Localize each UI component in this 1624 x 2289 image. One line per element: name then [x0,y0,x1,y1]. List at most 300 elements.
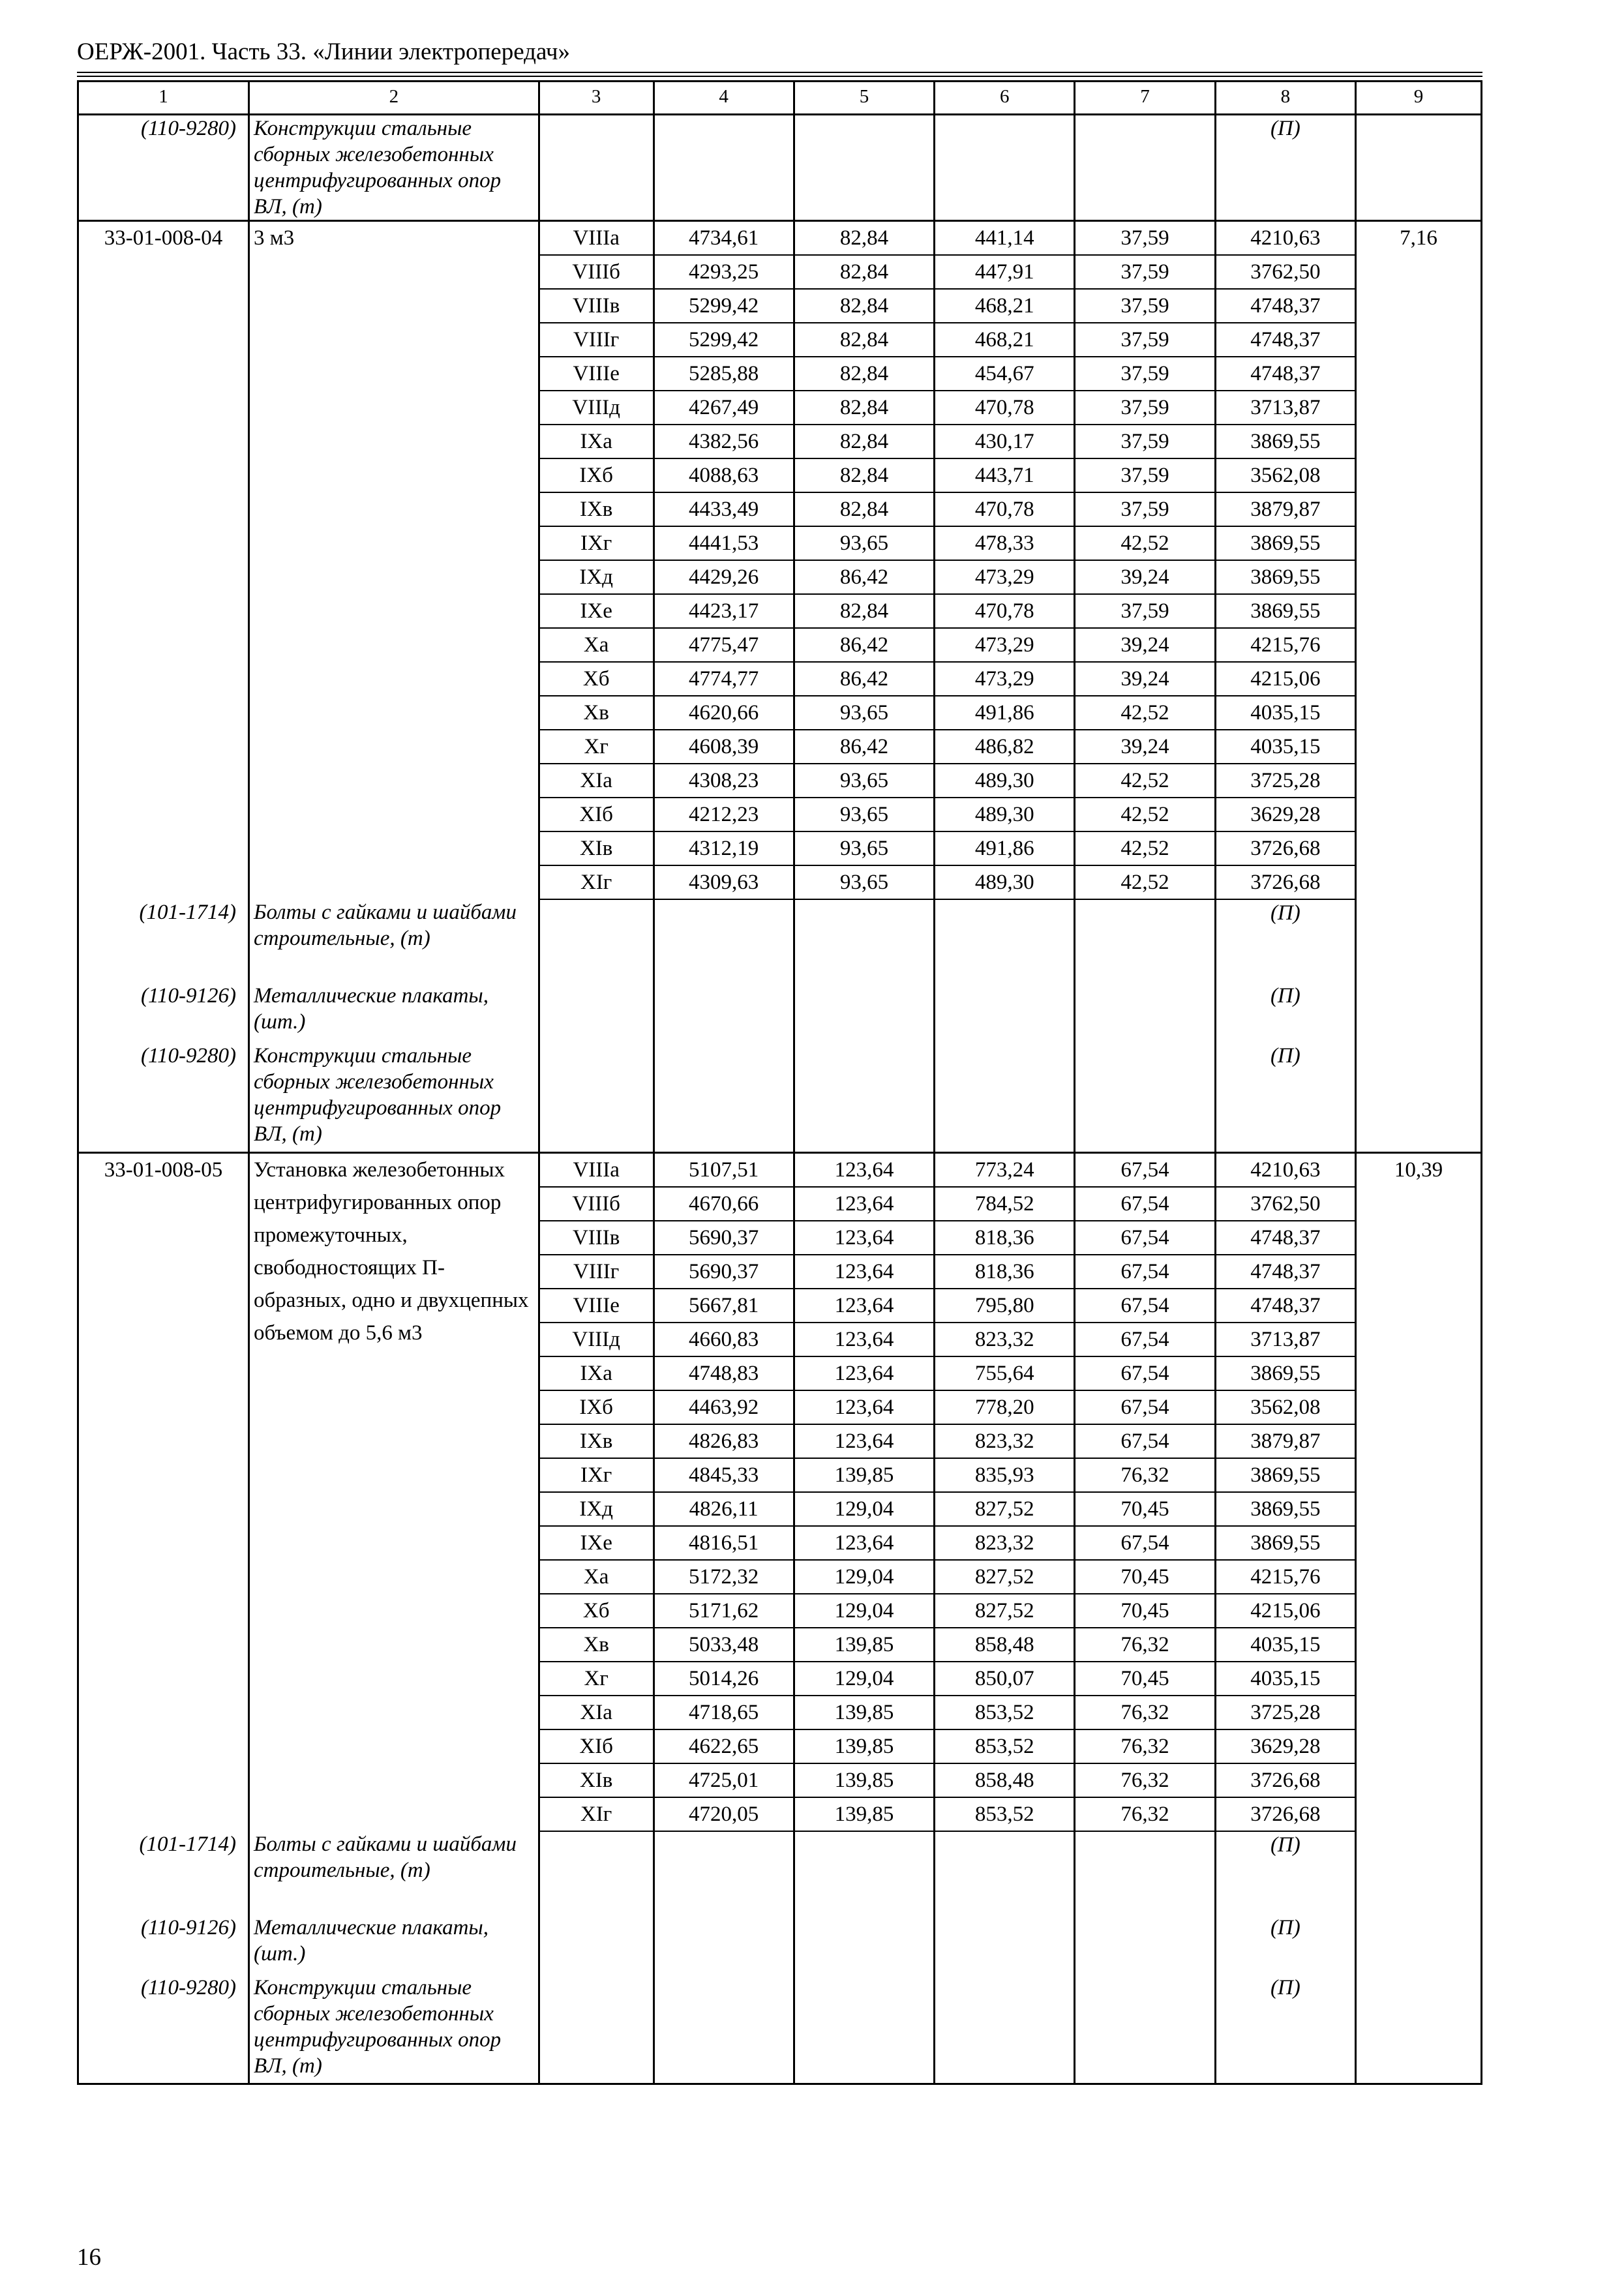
value-cell: 70,45 [1075,1560,1215,1594]
value-cell: 123,64 [794,1221,934,1255]
value-cell: 4660,83 [654,1323,794,1356]
value-cell: 4463,92 [654,1390,794,1424]
region-cell: IXб [539,1390,654,1424]
empty-cell [1075,1975,1215,2084]
value-cell: 4423,17 [654,594,794,628]
value-cell: 4035,15 [1215,696,1355,730]
value-cell: 37,59 [1075,289,1215,323]
value-cell: 491,86 [935,696,1075,730]
empty-cell [1075,1915,1215,1975]
region-cell: VIIIб [539,255,654,289]
region-cell: Xг [539,1662,654,1696]
value-cell: 67,54 [1075,1526,1215,1560]
rate-row [78,1152,1482,1187]
value-cell: 93,65 [794,798,934,831]
resource-name: Болты с гайками и шайбами строительные, (т) [249,1831,539,1915]
value-cell: 37,59 [1075,425,1215,458]
empty-cell [794,1831,934,1915]
value-cell: 5171,62 [654,1594,794,1628]
value-cell: 755,64 [935,1356,1075,1390]
region-cell: IXе [539,594,654,628]
value-cell: 3562,08 [1215,1390,1355,1424]
value-cell: 454,67 [935,357,1075,391]
empty-cell [1356,1915,1482,1975]
value-cell: 82,84 [794,289,934,323]
resource-name: Металлические плакаты, (шт.) [249,1915,539,1975]
value-cell: 86,42 [794,662,934,696]
value-cell: 3725,28 [1215,764,1355,798]
rates-table-body [78,82,1482,2084]
value-cell: 139,85 [794,1797,934,1831]
value-cell: 827,52 [935,1492,1075,1526]
region-cell: VIIIе [539,357,654,391]
value-cell: 3562,08 [1215,458,1355,492]
value-cell: 4734,61 [654,221,794,256]
empty-cell [539,1915,654,1975]
value-cell: 123,64 [794,1356,934,1390]
value-cell: 4720,05 [654,1797,794,1831]
value-cell: 778,20 [935,1390,1075,1424]
value-cell: 76,32 [1075,1696,1215,1729]
region-cell: Xб [539,1594,654,1628]
value-cell: 82,84 [794,255,934,289]
value-cell: 4215,76 [1215,1560,1355,1594]
value-cell: 3879,87 [1215,492,1355,526]
empty-cell [1356,1831,1482,1915]
value-cell: 82,84 [794,323,934,357]
value-cell: 5033,48 [654,1628,794,1662]
value-cell: 5690,37 [654,1221,794,1255]
value-cell: 858,48 [935,1763,1075,1797]
value-cell: 3879,87 [1215,1424,1355,1458]
empty-cell [654,115,794,221]
value-cell: 70,45 [1075,1492,1215,1526]
value-cell: 3869,55 [1215,425,1355,458]
value-cell: 4725,01 [654,1763,794,1797]
col9-value: 10,39 [1356,1152,1482,1831]
resource-row [78,1831,1482,1915]
empty-cell [654,1043,794,1152]
empty-cell [1356,1043,1482,1152]
empty-cell [539,1975,654,2084]
value-cell: 4215,76 [1215,628,1355,662]
value-cell: 93,65 [794,526,934,560]
region-cell: XIа [539,1696,654,1729]
resource-row [78,983,1482,1043]
value-cell: 5299,42 [654,323,794,357]
empty-cell [539,983,654,1043]
column-number-row [78,82,1482,115]
value-cell: 4774,77 [654,662,794,696]
resource-code: (110-9126) [78,983,249,1043]
region-cell: IXв [539,1424,654,1458]
value-cell: 5299,42 [654,289,794,323]
value-cell: 4620,66 [654,696,794,730]
value-cell: 76,32 [1075,1797,1215,1831]
value-cell: 4429,26 [654,560,794,594]
value-cell: 139,85 [794,1628,934,1662]
value-cell: 4608,39 [654,730,794,764]
value-cell: 4441,53 [654,526,794,560]
value-cell: 76,32 [1075,1763,1215,1797]
value-cell: 39,24 [1075,662,1215,696]
resource-code: (101-1714) [78,899,249,983]
value-cell: 3726,68 [1215,1763,1355,1797]
value-cell: 3713,87 [1215,1323,1355,1356]
value-cell: 489,30 [935,798,1075,831]
value-cell: 473,29 [935,628,1075,662]
value-cell: 129,04 [794,1662,934,1696]
region-cell: IXе [539,1526,654,1560]
value-cell: 76,32 [1075,1458,1215,1492]
region-cell: IXа [539,425,654,458]
value-cell: 123,64 [794,1323,934,1356]
value-cell: 470,78 [935,594,1075,628]
resource-code: (110-9280) [78,1043,249,1152]
value-cell: 491,86 [935,831,1075,865]
value-cell: 4210,63 [1215,221,1355,256]
column-number: 6 [935,82,1075,115]
value-cell: 139,85 [794,1696,934,1729]
empty-cell [794,899,934,983]
value-cell: 470,78 [935,492,1075,526]
value-cell: 129,04 [794,1492,934,1526]
resource-code: (110-9280) [78,1975,249,2084]
empty-cell [1356,899,1482,983]
col9-value: 7,16 [1356,221,1482,900]
value-cell: 818,36 [935,1255,1075,1289]
value-cell: 4670,66 [654,1187,794,1221]
column-number: 8 [1215,82,1355,115]
region-cell: XIа [539,764,654,798]
value-cell: 86,42 [794,730,934,764]
empty-cell [1075,899,1215,983]
region-cell: Xв [539,1628,654,1662]
value-cell: 489,30 [935,865,1075,899]
region-cell: IXд [539,1492,654,1526]
value-cell: 4212,23 [654,798,794,831]
value-cell: 37,59 [1075,391,1215,425]
value-cell: 3725,28 [1215,1696,1355,1729]
value-cell: 82,84 [794,594,934,628]
value-cell: 3713,87 [1215,391,1355,425]
value-cell: 3869,55 [1215,560,1355,594]
empty-cell [1356,115,1482,221]
empty-cell [654,1915,794,1975]
empty-cell [654,899,794,983]
value-cell: 827,52 [935,1594,1075,1628]
value-cell: 853,52 [935,1729,1075,1763]
value-cell: 82,84 [794,458,934,492]
value-cell: 489,30 [935,764,1075,798]
value-cell: 42,52 [1075,764,1215,798]
region-cell: VIIIа [539,1152,654,1187]
value-cell: 3869,55 [1215,1526,1355,1560]
region-cell: VIIIа [539,221,654,256]
value-cell: 139,85 [794,1729,934,1763]
value-cell: 468,21 [935,289,1075,323]
region-cell: Xа [539,628,654,662]
column-number: 3 [539,82,654,115]
value-cell: 4775,47 [654,628,794,662]
empty-cell [1075,983,1215,1043]
column-number: 1 [78,82,249,115]
value-cell: 4826,11 [654,1492,794,1526]
value-cell: 3726,68 [1215,865,1355,899]
value-cell: 823,32 [935,1526,1075,1560]
region-cell: XIв [539,831,654,865]
value-cell: 4088,63 [654,458,794,492]
empty-cell [935,115,1075,221]
rate-code: 33-01-008-05 [78,1152,249,1831]
empty-cell [794,983,934,1043]
region-cell: Xг [539,730,654,764]
value-cell: 818,36 [935,1221,1075,1255]
value-cell: 4035,15 [1215,1662,1355,1696]
value-cell: 4748,37 [1215,1289,1355,1323]
value-cell: 129,04 [794,1594,934,1628]
value-cell: 835,93 [935,1458,1075,1492]
value-cell: 37,59 [1075,458,1215,492]
value-cell: 82,84 [794,391,934,425]
resource-name: Конструкции стальные сборных железобетонных центрифугированных опор ВЛ, (т) [249,1043,539,1152]
value-cell: 39,24 [1075,730,1215,764]
value-cell: 3629,28 [1215,798,1355,831]
value-cell: 37,59 [1075,492,1215,526]
region-cell: IXг [539,526,654,560]
region-cell: XIг [539,865,654,899]
region-cell: Xв [539,696,654,730]
value-cell: 827,52 [935,1560,1075,1594]
empty-cell [794,1975,934,2084]
value-cell: 42,52 [1075,526,1215,560]
value-cell: 67,54 [1075,1221,1215,1255]
value-cell: 4035,15 [1215,1628,1355,1662]
value-cell: 858,48 [935,1628,1075,1662]
value-cell: 3762,50 [1215,255,1355,289]
value-cell: 67,54 [1075,1323,1215,1356]
value-cell: 123,64 [794,1390,934,1424]
value-cell: 67,54 [1075,1390,1215,1424]
value-cell: 773,24 [935,1152,1075,1187]
region-cell: XIб [539,1729,654,1763]
value-cell: 3629,28 [1215,1729,1355,1763]
rate-description: Установка железобетонных центрифугированных опор промежуточных, свободностоящих П-образных, одно и двухцепных объемом до 5,6 м3 [249,1152,539,1831]
value-cell: 42,52 [1075,831,1215,865]
value-cell: 123,64 [794,1187,934,1221]
empty-cell [935,1043,1075,1152]
empty-cell [794,115,934,221]
value-cell: 82,84 [794,357,934,391]
resource-mark: (П) [1215,1975,1355,2084]
value-cell: 4293,25 [654,255,794,289]
resource-name: Конструкции стальные сборных железобетонных центрифугированных опор ВЛ, (т) [249,115,539,221]
value-cell: 67,54 [1075,1152,1215,1187]
value-cell: 4035,15 [1215,730,1355,764]
resource-row [78,1043,1482,1152]
empty-cell [794,1915,934,1975]
value-cell: 123,64 [794,1289,934,1323]
region-cell: VIIIе [539,1289,654,1323]
page-number: 16 [77,2244,101,2271]
value-cell: 37,59 [1075,255,1215,289]
value-cell: 5667,81 [654,1289,794,1323]
value-cell: 4382,56 [654,425,794,458]
value-cell: 86,42 [794,628,934,662]
empty-cell [654,1831,794,1915]
rate-code: 33-01-008-04 [78,221,249,900]
value-cell: 447,91 [935,255,1075,289]
value-cell: 67,54 [1075,1356,1215,1390]
resource-mark: (П) [1215,1831,1355,1915]
value-cell: 3869,55 [1215,594,1355,628]
resource-row [78,1915,1482,1975]
value-cell: 93,65 [794,831,934,865]
region-cell: IXг [539,1458,654,1492]
value-cell: 67,54 [1075,1255,1215,1289]
value-cell: 4433,49 [654,492,794,526]
empty-cell [1356,1975,1482,2084]
value-cell: 123,64 [794,1526,934,1560]
value-cell: 443,71 [935,458,1075,492]
resource-mark: (П) [1215,899,1355,983]
empty-cell [935,983,1075,1043]
value-cell: 4718,65 [654,1696,794,1729]
value-cell: 3726,68 [1215,831,1355,865]
value-cell: 93,65 [794,764,934,798]
resource-mark: (П) [1215,983,1355,1043]
resource-code: (110-9126) [78,1915,249,1975]
value-cell: 37,59 [1075,594,1215,628]
value-cell: 850,07 [935,1662,1075,1696]
rates-table [77,80,1482,2085]
region-cell: VIIIд [539,1323,654,1356]
empty-cell [539,115,654,221]
value-cell: 70,45 [1075,1594,1215,1628]
region-cell: VIIIд [539,391,654,425]
value-cell: 39,24 [1075,628,1215,662]
value-cell: 123,64 [794,1255,934,1289]
resource-name: Конструкции стальные сборных железобетонных центрифугированных опор ВЛ, (т) [249,1975,539,2084]
value-cell: 93,65 [794,865,934,899]
value-cell: 93,65 [794,696,934,730]
rate-description: 3 м3 [249,221,539,900]
empty-cell [935,899,1075,983]
value-cell: 67,54 [1075,1187,1215,1221]
region-cell: IXв [539,492,654,526]
value-cell: 139,85 [794,1458,934,1492]
value-cell: 86,42 [794,560,934,594]
value-cell: 468,21 [935,323,1075,357]
value-cell: 795,80 [935,1289,1075,1323]
value-cell: 4210,63 [1215,1152,1355,1187]
value-cell: 3869,55 [1215,526,1355,560]
region-cell: VIIIв [539,289,654,323]
value-cell: 5014,26 [654,1662,794,1696]
value-cell: 470,78 [935,391,1075,425]
value-cell: 3869,55 [1215,1356,1355,1390]
value-cell: 139,85 [794,1763,934,1797]
region-cell: VIIIг [539,1255,654,1289]
empty-cell [935,1915,1075,1975]
value-cell: 4748,37 [1215,1255,1355,1289]
value-cell: 473,29 [935,662,1075,696]
empty-cell [539,899,654,983]
empty-cell [1075,1043,1215,1152]
value-cell: 5172,32 [654,1560,794,1594]
value-cell: 4845,33 [654,1458,794,1492]
value-cell: 5690,37 [654,1255,794,1289]
value-cell: 39,24 [1075,560,1215,594]
value-cell: 82,84 [794,221,934,256]
value-cell: 473,29 [935,560,1075,594]
value-cell: 4267,49 [654,391,794,425]
region-cell: Xб [539,662,654,696]
value-cell: 4816,51 [654,1526,794,1560]
region-cell: XIв [539,1763,654,1797]
value-cell: 4622,65 [654,1729,794,1763]
value-cell: 5107,51 [654,1152,794,1187]
empty-cell [1075,115,1215,221]
resource-mark: (П) [1215,115,1355,221]
value-cell: 5285,88 [654,357,794,391]
value-cell: 76,32 [1075,1729,1215,1763]
column-number: 7 [1075,82,1215,115]
resource-name: Металлические плакаты, (шт.) [249,983,539,1043]
value-cell: 4748,37 [1215,289,1355,323]
value-cell: 42,52 [1075,798,1215,831]
empty-cell [935,1831,1075,1915]
value-cell: 82,84 [794,425,934,458]
value-cell: 37,59 [1075,357,1215,391]
empty-cell [1356,983,1482,1043]
region-cell: VIIIг [539,323,654,357]
value-cell: 129,04 [794,1560,934,1594]
value-cell: 823,32 [935,1323,1075,1356]
region-cell: XIб [539,798,654,831]
value-cell: 4215,06 [1215,1594,1355,1628]
column-number: 4 [654,82,794,115]
value-cell: 853,52 [935,1696,1075,1729]
value-cell: 823,32 [935,1424,1075,1458]
value-cell: 37,59 [1075,323,1215,357]
region-cell: IXд [539,560,654,594]
value-cell: 4748,83 [654,1356,794,1390]
value-cell: 441,14 [935,221,1075,256]
column-number: 2 [249,82,539,115]
resource-row [78,115,1482,221]
value-cell: 4826,83 [654,1424,794,1458]
resource-mark: (П) [1215,1043,1355,1152]
value-cell: 123,64 [794,1424,934,1458]
empty-cell [1075,1831,1215,1915]
value-cell: 3869,55 [1215,1458,1355,1492]
header-rule [77,72,1482,73]
rate-row [78,221,1482,256]
value-cell: 67,54 [1075,1424,1215,1458]
value-cell: 3762,50 [1215,1187,1355,1221]
value-cell: 67,54 [1075,1289,1215,1323]
column-number: 5 [794,82,934,115]
value-cell: 37,59 [1075,221,1215,256]
value-cell: 4215,06 [1215,662,1355,696]
resource-code: (101-1714) [78,1831,249,1915]
empty-cell [539,1043,654,1152]
empty-cell [935,1975,1075,2084]
value-cell: 853,52 [935,1797,1075,1831]
resource-row [78,899,1482,983]
value-cell: 42,52 [1075,865,1215,899]
